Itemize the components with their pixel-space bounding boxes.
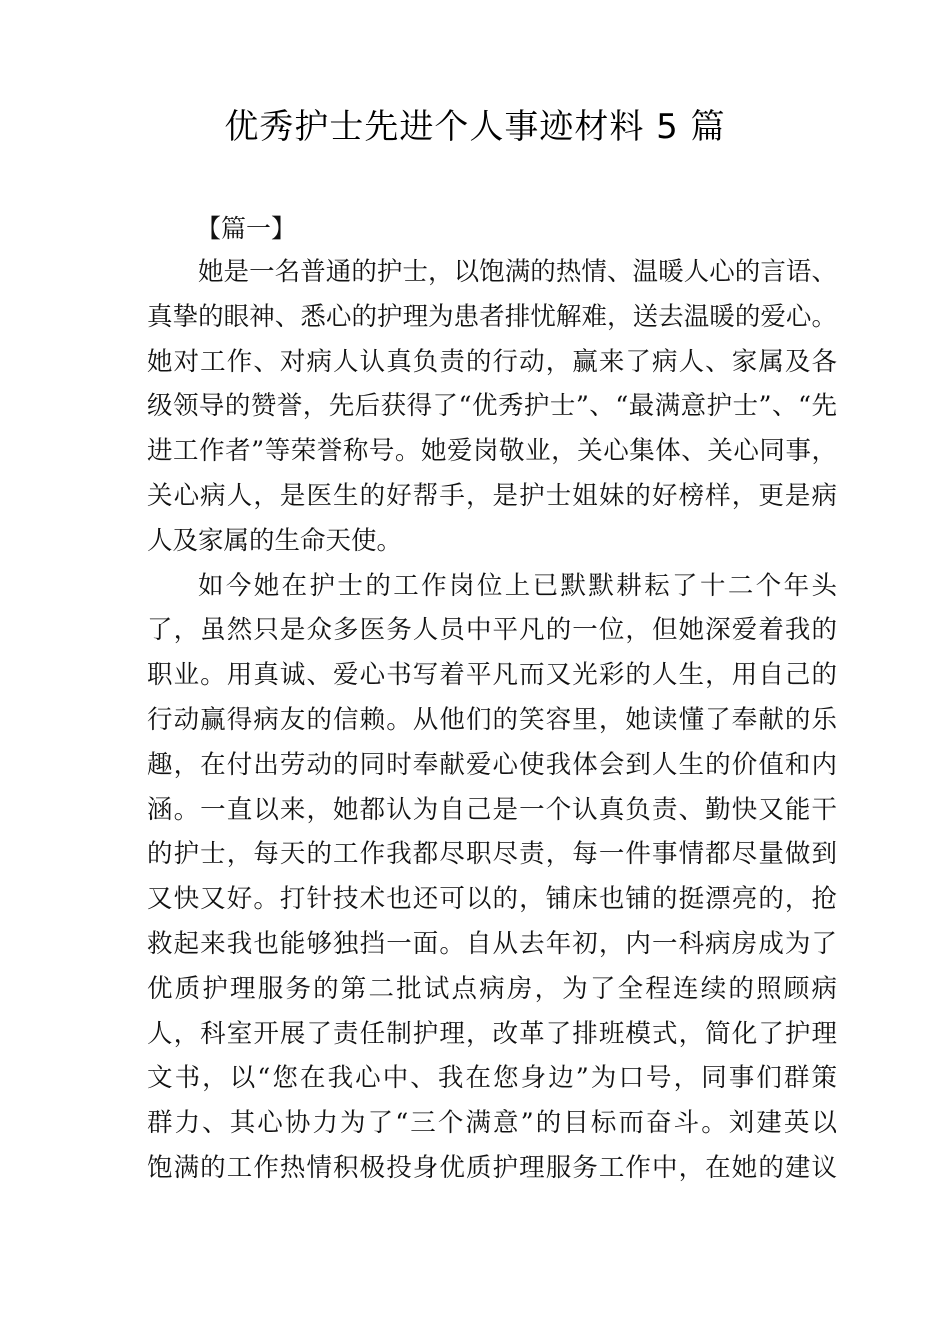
text-line: 的护士，每天的工作我都尽职尽责，每一件事情都尽量做到: [147, 839, 837, 870]
section-heading: 【篇一】: [196, 214, 297, 243]
document-title: 优秀护士先进个人事迹材料 5 篇: [224, 107, 726, 147]
text-line: 优质护理服务的第二批试点病房，为了全程连续的照顾病: [147, 973, 837, 1004]
text-line: 关心病人，是医生的好帮手，是护士姐妹的好榜样，更是病: [147, 480, 837, 511]
text-line: 她是一名普通的护士，以饱满的热情、温暖人心的言语、: [198, 257, 837, 287]
text-line: 真挚的眼神、悉心的护理为患者排忧解难，送去温暖的爱心。: [147, 301, 837, 332]
text-line: 又快又好。打针技术也还可以的，铺床也铺的挺漂亮的，抢: [147, 884, 837, 915]
text-line: 行动赢得病友的信赖。从他们的笑容里，她读懂了奉献的乐: [147, 704, 837, 735]
text-line: 救起来我也能够独挡一面。自从去年初，内一科病房成为了: [147, 928, 837, 959]
text-line: 人及家属的生命天使。: [147, 525, 403, 556]
text-line: 饱满的工作热情积极投身优质护理服务工作中，在她的建议: [147, 1152, 837, 1183]
text-line: 了，虽然只是众多医务人员中平凡的一位，但她深爱着我的: [147, 615, 837, 646]
text-line: 职业。用真诚、爱心书写着平凡而又光彩的人生，用自己的: [147, 660, 837, 691]
text-line: 如今她在护士的工作岗位上已默默耕耘了十二个年头: [198, 570, 837, 601]
text-line: 趣，在付出劳动的同时奉献爱心使我体会到人生的价值和内: [147, 749, 837, 780]
text-line: 涵。一直以来，她都认为自己是一个认真负责、勤快又能干: [147, 794, 837, 825]
text-line: 文书，以“您在我心中、我在您身边”为口号，同事们群策: [147, 1063, 837, 1094]
text-line: 人，科室开展了责任制护理，改革了排班模式，简化了护理: [147, 1018, 837, 1049]
text-line: 群力、其心协力为了“三个满意”的目标而奋斗。刘建英以: [147, 1108, 837, 1139]
text-line: 级领导的赞誉，先后获得了“优秀护士”、“最满意护士”、“先: [147, 391, 837, 422]
text-line: 她对工作、对病人认真负责的行动，赢来了病人、家属及各: [147, 346, 837, 377]
body-text: [147, 250, 847, 1191]
text-line: 进工作者”等荣誉称号。她爱岗敬业，关心集体、关心同事，: [147, 436, 837, 467]
